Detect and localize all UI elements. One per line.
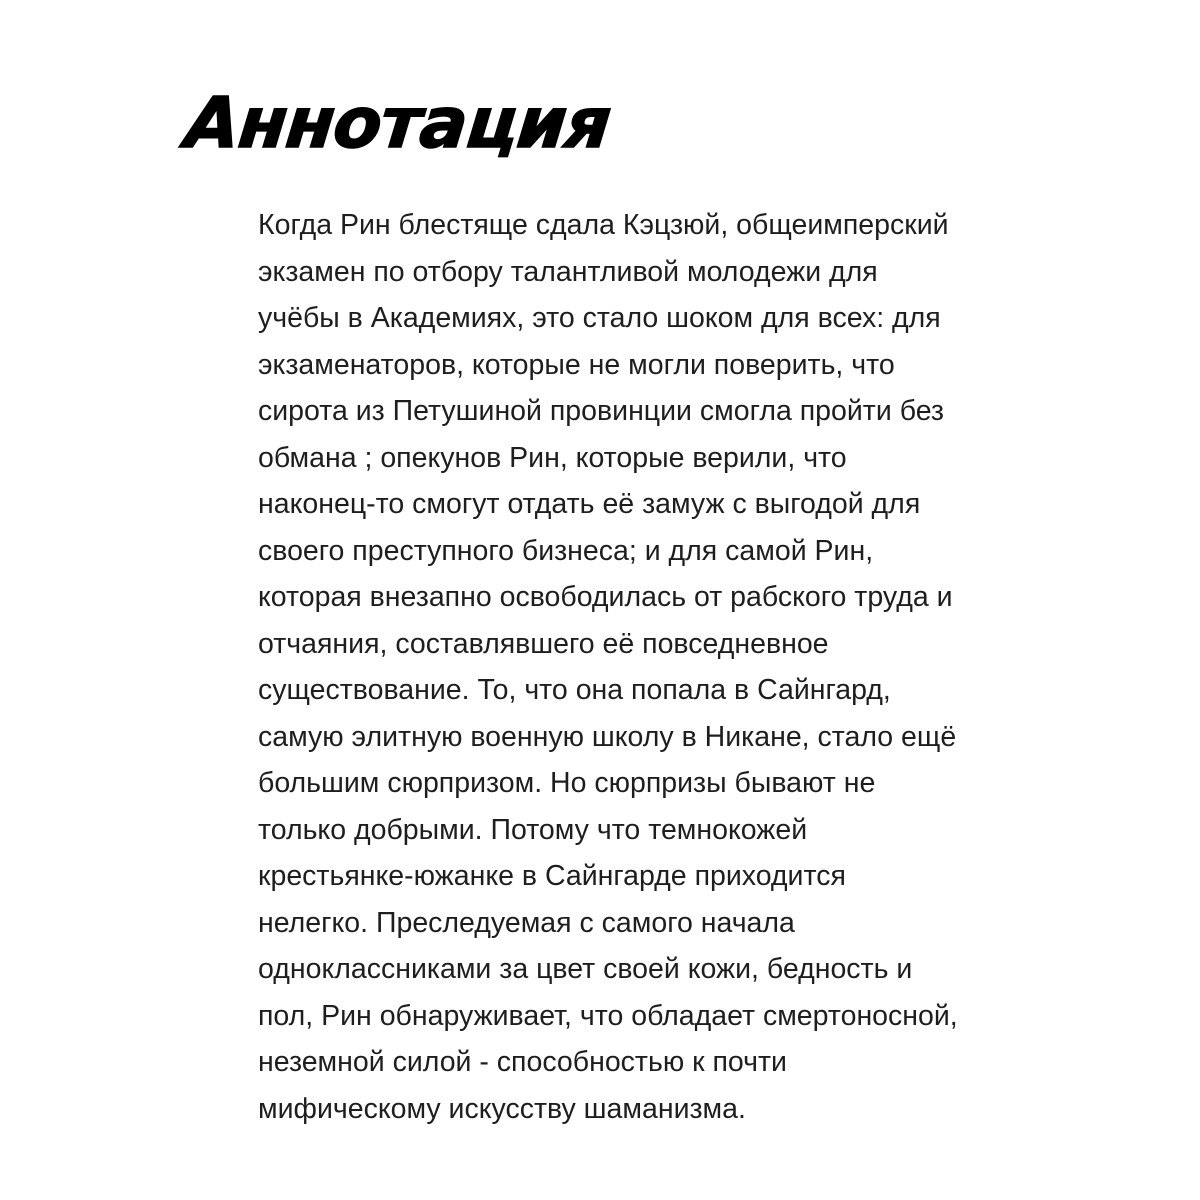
- text-line: только добрыми. Потому что темнокожей: [258, 813, 808, 846]
- text-line: сирота из Петушиной провинции смогла пройти без: [258, 395, 944, 427]
- text-line: отчаяния, составлявшего её повседневное: [258, 627, 829, 660]
- text-line: неземной силой - способностью к почти: [258, 1046, 787, 1078]
- text-line: учёбы в Академиях, это стало шоком для всех: для: [258, 302, 941, 334]
- text-line: пол, Рин обнаруживает, что обладает смертоносной,: [258, 999, 958, 1032]
- text-line: Когда Рин блестяще сдала Кэцзюй, общеимперский: [258, 209, 949, 241]
- text-line: экзамен по отбору талантливой молодежи для: [258, 255, 878, 288]
- text-line: своего преступного бизнеса; и для самой Рин,: [258, 534, 874, 567]
- text-line: мифическому искусству шаманизма.: [258, 1092, 746, 1125]
- text-line: нелегко. Преследуемая с самого начала: [258, 906, 795, 939]
- text-line: существование. То, что она попала в Сайнгард,: [258, 674, 891, 706]
- text-line: наконец-то смогут отдать её замуж с выгодой для: [258, 488, 921, 520]
- text-line: одноклассниками за цвет своей кожи, бедность и: [258, 953, 913, 985]
- text-line: большим сюрпризом. Но сюрпризы бывают не: [258, 767, 876, 799]
- annotation-text: [258, 202, 1018, 1132]
- text-line: самую элитную военную школу в Никане, стало ещё: [258, 720, 957, 753]
- text-line: крестьянке-южанке в Сайнгарде приходится: [258, 860, 846, 892]
- text-line: которая внезапно освободилась от рабского труда и: [258, 581, 953, 613]
- text-line: обмана ; опекунов Рин, которые верили, что: [258, 441, 847, 474]
- text-line: экзаменаторов, которые не могли поверить, что: [258, 348, 895, 381]
- page-title: Аннотация: [181, 82, 614, 164]
